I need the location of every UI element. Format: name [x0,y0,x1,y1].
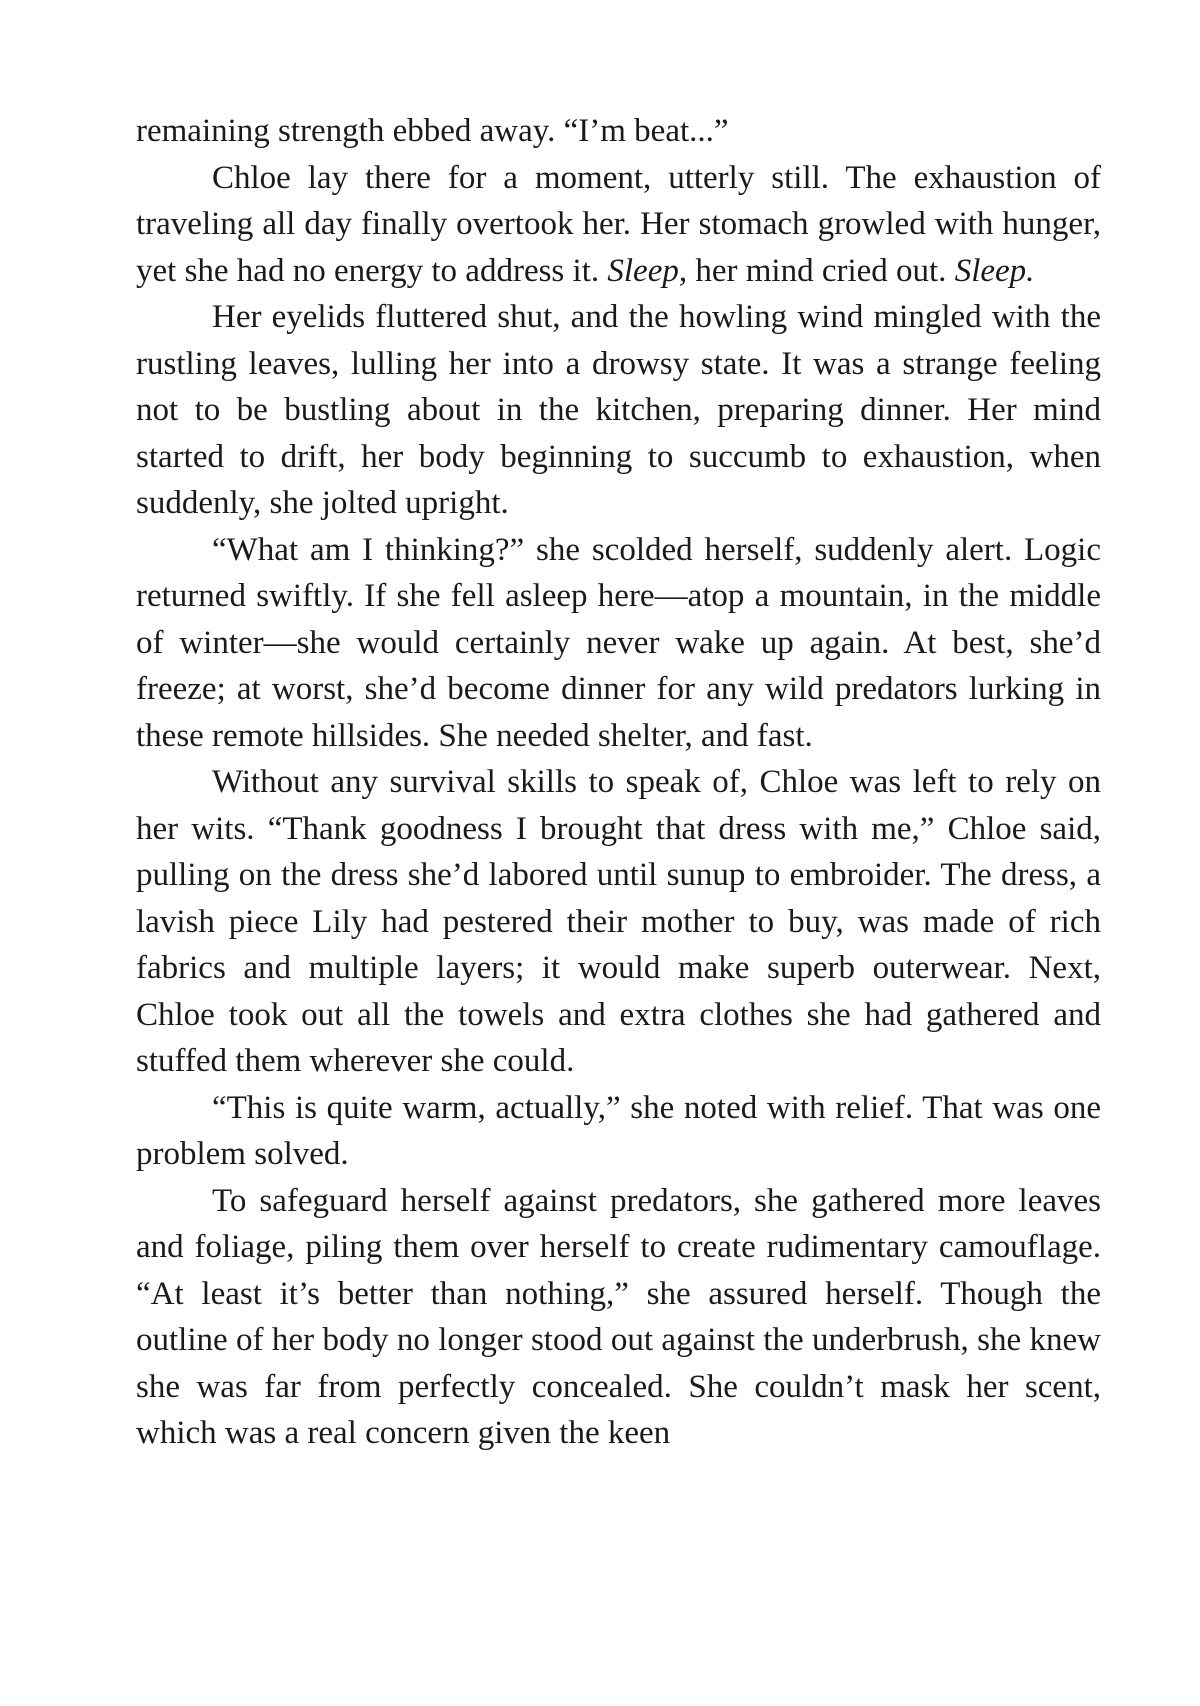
text-run: her mind cried out. [687,252,955,289]
text-run: To safeguard herself against predators, she gathered more leaves and foliage, piling them over herself to create rudimentary camouflage. “At least it’s better than nothing,” she assured herself. Though the outline of her body no longer stood out against the underbrush, she knew she was far from perfectly concealed. She couldn’t mask her scent, which was a real concern given the keen [136,1182,1101,1451]
paragraph [136,527,1101,760]
text-run: Her eyelids fluttered shut, and the howling wind mingled with the rustling leaves, lulling her into a drowsy state. It was a strange feeling not to be bustling about in the kitchen, preparing dinner. Her mind started to drift, her body beginning to succumb to exhaustion, when suddenly, she jolted upright. [136,299,1101,521]
paragraph [136,155,1101,295]
text-run: “What am I thinking?” she scolded herself, suddenly alert. Logic returned swiftly. If she fell asleep here—atop a mountain, in the middle of winter—she would certainly never wake up again. At best, she’d freeze; at worst, she’d become dinner for any wild predators lurking in these remote hillsides. She needed shelter, and fast. [136,531,1101,754]
body-text [136,108,1101,1457]
paragraph [136,108,1101,155]
text-run: Without any survival skills to speak of, Chloe was left to rely on her wits. “Thank goodness I brought that dress with me,” Chloe said, pulling on the dress she’d labored until sunup to embroider. The dress, a lavish piece Lily had pestered their mother to buy, was made of rich fabrics and multiple layers; it would make superb outerwear. Next, Chloe took out all the towels and extra clothes she had gathered and stuffed them wherever she could. [136,764,1101,1079]
paragraph [136,294,1101,527]
paragraph [136,1178,1101,1457]
italic-text-run: Sleep, [607,252,688,289]
paragraph [136,1085,1101,1178]
text-run: “This is quite warm, actually,” she noted with relief. That was one problem solved. [136,1089,1101,1172]
italic-text-run: Sleep. [954,252,1035,289]
text-run: remaining strength ebbed away. “I’m beat...” [136,113,729,149]
paragraph [136,759,1101,1085]
text-run: Chloe lay there for a moment, utterly still. The exhaustion of traveling all day finally overtook her. Her stomach growled with hunger, yet she had no energy to address it. [136,159,1101,289]
